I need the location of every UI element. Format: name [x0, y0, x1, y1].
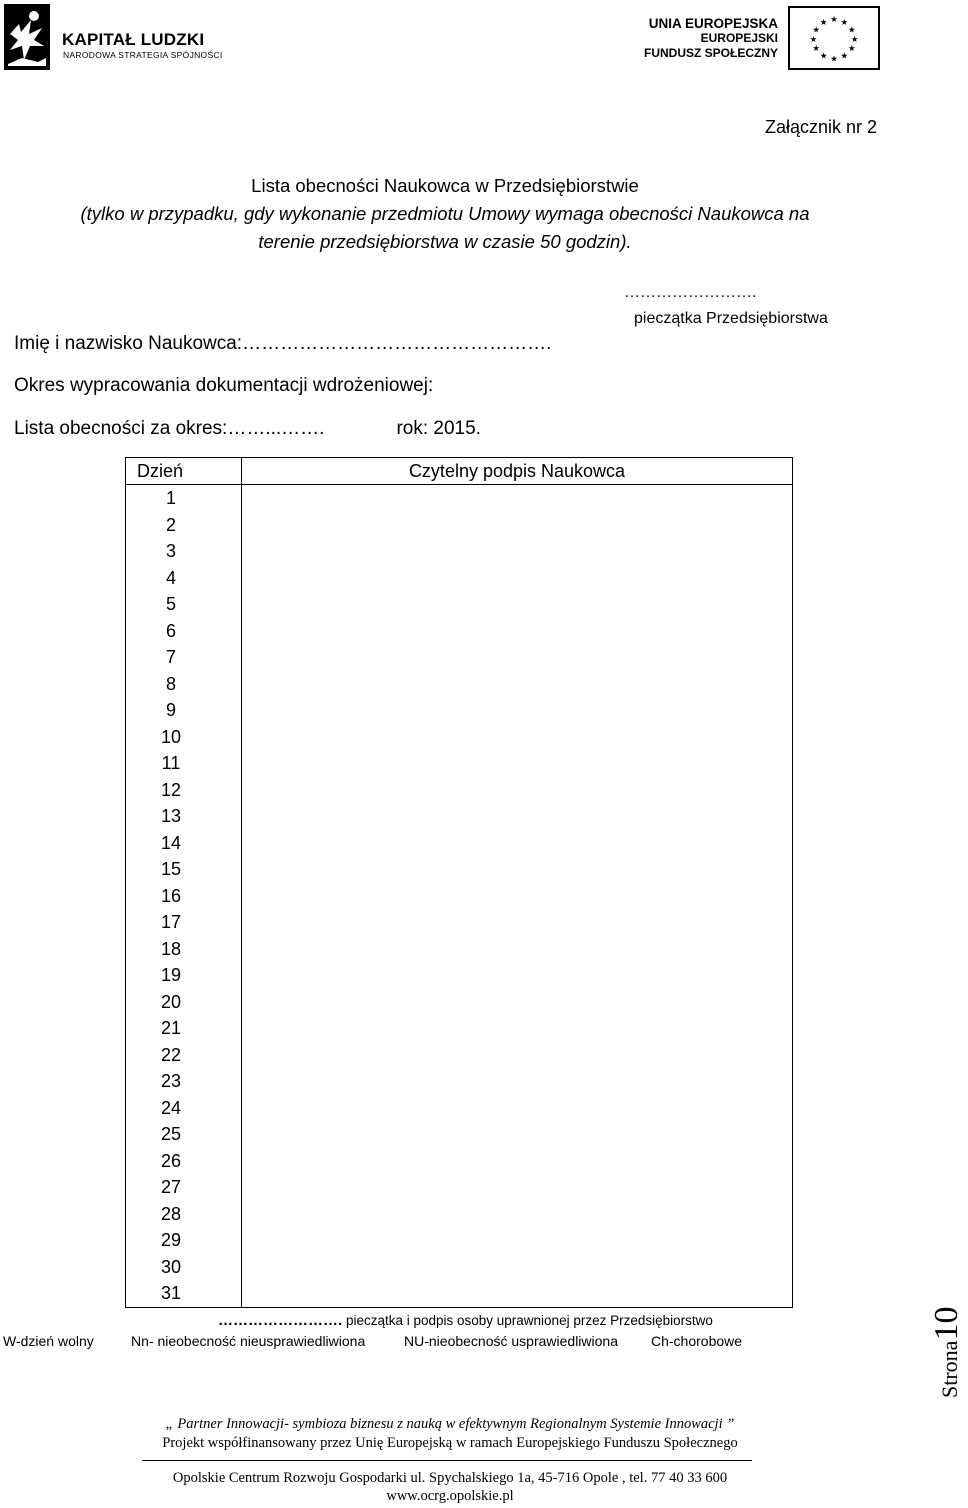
footer-website: www.ocrg.opolskie.pl [386, 1488, 514, 1504]
day-number: 15 [160, 859, 182, 879]
company-stamp-label: pieczątka Przedsiębiorstwa [634, 310, 828, 327]
day-number: 2 [165, 514, 176, 535]
eu-flag-icon [788, 6, 880, 70]
day-number: 24 [160, 1097, 182, 1118]
kapital-ludzki-logo [4, 4, 264, 72]
day-number: 5 [165, 594, 176, 614]
day-number: 26 [160, 1150, 182, 1171]
day-number: 10 [160, 726, 182, 747]
annex-label: Załącznik nr 2 [764, 117, 877, 137]
day-number: 29 [160, 1230, 182, 1250]
day-number: 7 [165, 647, 176, 667]
title-line3: terenie przedsiębiorstwa w czasie 50 godzin). [258, 231, 632, 252]
day-number: 17 [160, 912, 182, 932]
svg-text:★: ★ [848, 43, 856, 54]
day-number: 11 [161, 753, 181, 773]
page-number-label: Strona [937, 1340, 962, 1398]
legend-excused-absence: NU-nieobecność usprawiedliwiona [404, 1333, 618, 1349]
day-number: 14 [160, 832, 182, 853]
svg-text:★: ★ [819, 50, 828, 61]
attendance-table-body [126, 485, 793, 1308]
day-number: 31 [160, 1283, 182, 1303]
day-number: 27 [160, 1177, 182, 1197]
company-stamp-dots: ……………………. [624, 284, 757, 301]
eu-logo-line3: FUNDUSZ SPOŁECZNY [643, 46, 778, 60]
day-number: 23 [160, 1071, 182, 1091]
day-number: 21 [160, 1018, 182, 1038]
scientist-name-field: Imię i nazwisko Naukowca:…………………………………………. [14, 333, 552, 354]
day-number: 20 [160, 991, 182, 1012]
day-number: 16 [160, 885, 182, 906]
signature-area [242, 485, 793, 1308]
footer-cofinancing: Projekt współfinansowany przez Unię Europejską w ramach Europejskiego Funduszu Społecznego [162, 1435, 738, 1451]
day-number: 1 [165, 488, 176, 508]
footer-divider [142, 1460, 752, 1461]
attendance-table-header [126, 458, 793, 485]
kapital-ludzki-subtitle: NARODOWA STRATEGIA SPÓJNOŚCI [63, 50, 223, 60]
kapital-ludzki-name: KAPITAŁ LUDZKI [62, 30, 205, 49]
title-line2: (tylko w przypadku, gdy wykonanie przedmiotu Umowy wymaga obecności Naukowca na [80, 203, 810, 224]
legend-day-off: W-dzień wolny [3, 1333, 94, 1349]
svg-text:★: ★ [809, 33, 818, 44]
svg-text:★: ★ [819, 16, 828, 27]
svg-text:★: ★ [812, 24, 820, 35]
footer-address: Opolskie Centrum Rozwoju Gospodarki ul. Spychalskiego 1a, 45-716 Opole , tel. 77 40 33 600 [172, 1470, 728, 1486]
eu-logo-line2: EUROPEJSKI [700, 31, 778, 45]
page-number-value: 10 [928, 1306, 965, 1341]
year-label: rok: 2015. [396, 418, 481, 439]
day-number: 30 [160, 1256, 182, 1277]
period-field: Okres wypracowania dokumentacji wdrożeniowej: [14, 375, 434, 396]
day-number: 6 [165, 620, 176, 641]
day-number: 25 [160, 1124, 182, 1144]
day-number: 28 [160, 1203, 182, 1224]
kapital-ludzki-emblem-icon [4, 4, 50, 70]
day-number: 18 [160, 938, 182, 959]
svg-text:★: ★ [840, 16, 849, 27]
legend-unexcused-absence: Nn- nieobecność nieusprawiedliwiona [131, 1333, 366, 1349]
eu-logo-line1: UNIA EUROPEJSKA [648, 16, 778, 31]
authorized-signature-line [218, 1312, 713, 1329]
eu-logo [640, 6, 880, 72]
svg-text:★: ★ [830, 53, 838, 64]
signature-column-header: Czytelny podpis Naukowca [242, 458, 793, 485]
list-period-field [14, 418, 481, 440]
day-number: 4 [165, 567, 176, 588]
attendance-table [125, 457, 793, 1308]
list-period-label: Lista obecności za okres:……...……. [14, 418, 325, 439]
signature-label: pieczątka i podpis osoby uprawnionej przez Przedsiębiorstwo [345, 1313, 713, 1328]
svg-text:★: ★ [830, 14, 838, 25]
day-number: 8 [165, 673, 176, 694]
svg-text:★: ★ [840, 50, 849, 61]
day-column-header: Dzień [126, 458, 242, 485]
legend-sick-leave: Ch-chorobowe [651, 1333, 743, 1349]
day-number: 13 [160, 806, 182, 826]
day-list [126, 485, 242, 1308]
day-number: 3 [165, 541, 176, 561]
day-number: 22 [160, 1044, 182, 1065]
signature-dots: ……………………. [218, 1312, 343, 1329]
footer-project-title: „ Partner Innowacji- symbioza biznesu z nauką w efektywnym Regionalnym Systemie Innowacji ” [165, 1416, 735, 1432]
document-title [0, 172, 890, 256]
svg-text:★: ★ [850, 33, 859, 44]
title-line1: Lista obecności Naukowca w Przedsiębiorstwie [251, 175, 639, 196]
page-number [928, 1278, 968, 1398]
svg-text:★: ★ [812, 43, 820, 54]
day-number: 12 [160, 779, 182, 800]
eu-logo-text [644, 16, 778, 61]
day-number: 19 [160, 965, 182, 985]
svg-text:★: ★ [848, 24, 856, 35]
day-number: 9 [165, 700, 176, 720]
